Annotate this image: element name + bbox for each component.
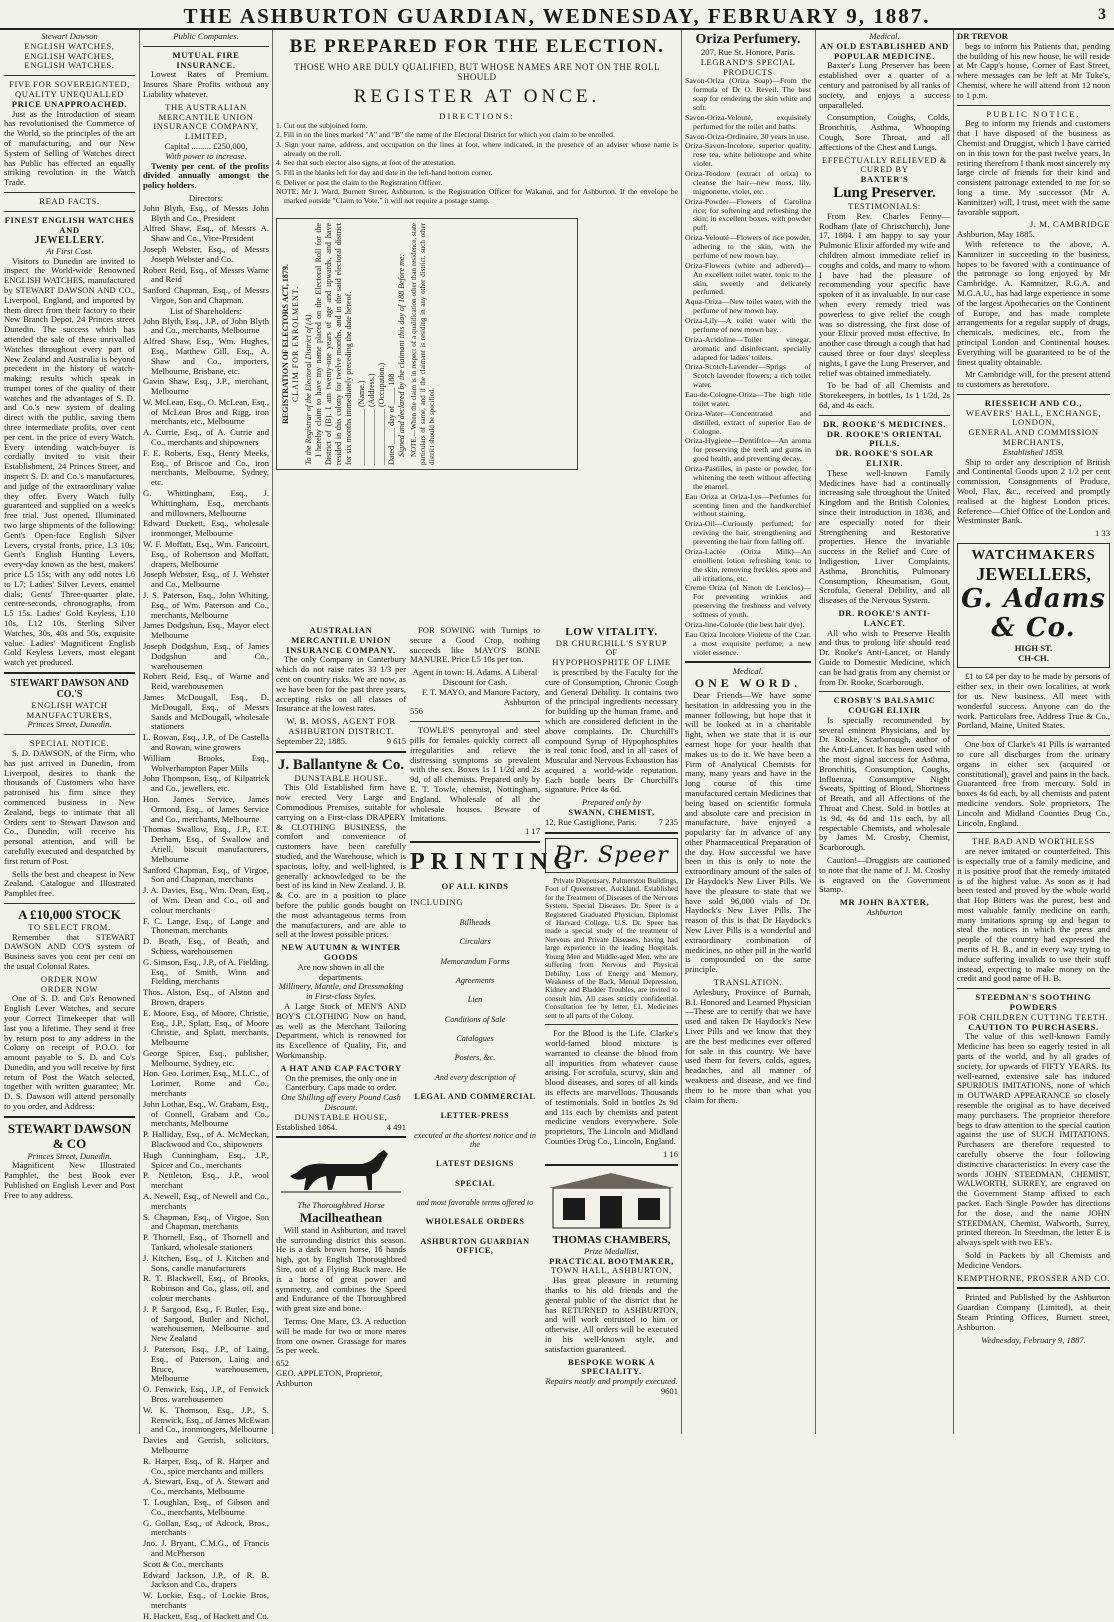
column-oriza (685, 32, 811, 1434)
steedman-sold: Sold in Packets by all Chemists and Medicine Vendors. (957, 1249, 1110, 1270)
baxter-for: Consumption, Coughs, Colds, Bronchitis, Asthma, Whooping Cough, Sore Throat, and all affections of the Chest and Lungs. (819, 112, 950, 152)
imprint: Printed and Published by the Ashburton Guardian Company (Limited), at their Steam Printing Offices, Burnett street, Ashburton. (957, 1292, 1110, 1332)
form-occupation-line: ______________ (Occupation.) (377, 362, 386, 465)
ad-quality: QUALITY UNEQUALLED (14, 88, 125, 99)
cambridge-date: Ashburton, May 1885. (957, 229, 1035, 240)
ballantyne-sub: DUNSTABLE HOUSE. (294, 772, 388, 783)
direction-item: 6. Deliver or post the claim to the Registration Officer. (276, 177, 443, 187)
crosby-caution: Caution!—Druggists are cautioned to note that the name of J. M. Crosby is engraved on the Government Stamp. (819, 855, 950, 895)
shareholder-entry: Davies and Gerrish, solicitors, Melbourne (143, 1435, 269, 1455)
medical-heading: Medical. (869, 31, 900, 41)
letter-press: LETTER-PRESS (440, 1111, 510, 1121)
directors-list (143, 204, 269, 306)
riesseich-trade: GENERAL AND COMMISSION MERCHANTS, (968, 427, 1099, 448)
tc-trade: PRACTICAL BOOTMAKER, (549, 1255, 674, 1266)
column-stewart-dawson (4, 32, 135, 1434)
riesseich-address: WEAVERS' HALL, EXCHANGE, LONDON, (965, 407, 1102, 428)
shareholder-entry: George Spicer, Esq., publisher, Melbourne, Sydney, etc. (143, 1047, 269, 1068)
sells-note: Sells the best and cheapest in New Zealand. Catalogue and Illustrated Pamphlet free. (4, 868, 135, 899)
imprint-date: Wednesday, February 9, 1887. (981, 1334, 1086, 1345)
public-notice-body: Beg to inform my friends and customers that I have disposed of the business as Chemist and Druggist, which I have carried on in this town for the past twelve years. In retiring therefrom I thank most sincerely my large circle of friends for their kind and consistent patronage extended to me for so long a time. My successor (Mr A. Kamnitzer) will, I trust, meet with the same favorable support. (957, 118, 1110, 217)
form-occupation-label: (Occupation.) (377, 362, 386, 407)
ad-price: PRICE UNAPPROACHED. (11, 98, 128, 109)
clarke-pills: One box of Clarke's 41 Pills is warranted to cure all discharges from the urinary organs in either sex (acquired or constitutional), gravel and pains in the back. Guaranteed free from mercury. Sold in boxes 4s 6d each, by all chemists and patent medicine vendors. Sole proprietors, The Lincoln and Midland Counties Drug Co., Lincoln, England. (957, 739, 1110, 828)
shareholder-entry: L. Rowan, Esq., J.P., of De Castella and Rowan, wine growers (143, 732, 269, 752)
horse-name: Macilheathean (299, 1209, 383, 1225)
shareholders-list (143, 317, 269, 1622)
oriza-product: Oriza-Flowers (white and adhered)—An excellent toilet water, tonic to the skin, sweetly and delicately perfumed. (685, 260, 811, 297)
shop-illustration (545, 1170, 678, 1232)
direction-item: 2. Fill in on the lines marked "A" and "B" the name of the Electoral District for which you claim to be enrolled. (276, 130, 615, 140)
rooke-body: These well-known Family Medicines have had a continually increasing sale throughout the United Kingdom and the British Colonies, since their introduction in 1836, and are especially noted for their Strengthening and Restorative properties. Hence the invariable success in the Relief and Cure of Indigestion, Liver Complaints, Asthma, Bronchitis, Pulmonary Consumption, Rheumatism, Gout, Scrofula, General Debility, and all diseases of the Nervous System. (819, 467, 950, 606)
form-dated-label: Dated (387, 445, 396, 465)
lv-title: LOW VITALITY. (565, 626, 658, 638)
section-heading: Public Companies. (173, 31, 239, 41)
form-name-label: (Name.) (357, 380, 366, 407)
baxter-signature-place: Ashburton (866, 907, 903, 918)
shareholder-entry: Edward Duckett, Esq., wholesale ironmonger, Melbourne (143, 518, 269, 539)
company-limited: LIMITED. (184, 131, 228, 142)
shareholder-entry: W. F. Moffatt, Esq., Wm. Fancourt, Esq., of Robertson and Moffatt, drapers, Melbourne (143, 539, 269, 569)
rooke-elixir: DR. ROOKE'S SOLAR ELIXIR. (835, 448, 934, 468)
sowing-agent: Agent in town: H. Adams. A Liberal Discount for Cash. (412, 667, 538, 687)
shareholder-entry: H. Hackett, Esq., of Hackett and Co. (143, 1610, 269, 1621)
shareholder-entry: Thos. Alston, Esq., of Alston and Brown, drapers (143, 987, 269, 1007)
ballantyne-new-sub: Are now shown in all the departments. (297, 961, 385, 982)
anti-lancet: DR. ROOKE'S ANTI-LANCET. (838, 607, 931, 628)
legal-commercial: LEGAL AND COMMERCIAL (414, 1091, 536, 1101)
printing-item: Lien (467, 995, 483, 1005)
election-notice (276, 32, 678, 212)
masthead (0, 0, 1114, 30)
form-note: NOTE.—When the claim is in respect of a qualification other than residence, state particulars of same, and if the claimant is residing in any other district, such other district should be specified. (410, 223, 436, 465)
printing-heading: PRINTING (410, 848, 579, 875)
oriza-product: Savon-Oriza-Ordinaire, 30 years in use. (685, 131, 810, 141)
testimonial-body: From Rev. Charles Fenny—Rodham (late of Christchurch), June 17, 1884. I am happy to say your Pulmonic Elixir afforded my wife and children almost immediate relief in coughs and colds, and many to whom I have had the pleasure of recommending your specific have spoken of it as invaluable. In our case when every remedy tried was powerless to give relief the cough was so distressing, the first dose of your Elixir proved most effective. In another case through a cough that had caused three or four days' sleepless nights, I gave the Lung Preserver, and relief was obtained immediately. (819, 210, 950, 378)
oriza-product: Eau Oriza at Oriza-Lys—Perfumes for scenting linen and the handkerchief without staining. (685, 491, 811, 519)
printing-item: Circulars (459, 937, 491, 947)
baxters: BAXTER'S (860, 174, 909, 185)
dr-speer-script: Dr. Speer (554, 842, 669, 868)
ad-body: Visitors to Dunedin are invited to inspect the World-wide Renowned ENGLISH WATCHES, manufactured by STEWART DAWSON AND CO., Liverpool, England, and imported by them direct from their factory to their New Branch Depot, 24 Princes street Dunedin. The success which has attended the sale of these unrivalled Watches throughout every part of New Zealand and Australia is beyond precedent in the history of watch-making; results which speak in trumpet tones of the quality of their watches and the advantages of S. D. and Co.'s new system of dealing direct with the public, saving them three intermediate profits, over cent per cent. in the price of every Watch. Every intending watch-buyer is cordially invited to visit their Establishment, 24 Princes Street, and inspect S. D. and Co.'s manufactures, and judge of the extraordinary value they offer. Every Watch fully guaranteed and supplied on a week's free trial. Just opened, Illuminated two large shipments of the following: Gent's Open-face English Silver Levers, crystal fronts, price, L3 10s; Gent's English Hunting Levers, every-day known as the best, makers' price L5 15s; with any odd notes L6 to L7; Ladies' Silver Levers, enamel dials; Gents' Three-quarter plate, centre-seconds, chronographs, from L5 15s. Ladies' Gold Keyless, L10 10s, L12 10s. Sterling Silver Watches, 30s, 40s and 50s, exquisite value. Ladies' Magnificent English Gold Keyless Levers, most elegant watch yet produced. (4, 255, 135, 668)
tc-prize: Prize Medallist, (584, 1245, 639, 1256)
tc-repairs: Repairs neatly and promptly executed. (545, 1376, 678, 1387)
oriza-product: Oriza-Oil—Curiously perfumed; for reviving the hair, strengthening and preventing the hair from falling off. (685, 519, 811, 547)
order-now: ORDER NOW (40, 983, 99, 994)
insurance-title: MUTUAL FIRE INSURANCE. (172, 49, 240, 70)
adams-jewellers: JEWELLERS, (976, 564, 1091, 584)
ad-line: ENGLISH WATCHES, (24, 40, 115, 51)
direction-item: 3. Sign your name, address, and occupation on the lines at foot, where indicated, in the presence of an adviser whose name is already on the roll. (276, 139, 678, 158)
director-entry: Alfred Shaw, Esq., of Messrs A. Shaw and Co., Vice-President (143, 223, 269, 244)
trevor-title: DR TREVOR (957, 31, 1008, 41)
lv-swann: SWANN, CHEMIST, (568, 807, 655, 818)
shareholder-entry: W. McLean, Esq., O. McLean, Esq., of McLean Bros and Rigg, iron merchants, etc., Melbourne (143, 396, 269, 427)
cambridge-signature: J. M. CAMBRIDGE (1029, 219, 1110, 230)
ad-sub: ENGLISH WATCH MANUFACTURERS, (26, 699, 113, 720)
shareholder-entry: John Blyth, Esq., J.P., of John Blyth and Co., merchants, Melbourne (143, 315, 269, 336)
stock-body: Remember that STEWART DAWSON AND CO'S system of Business saves you cent per cent on the usual Colonial Rates. (4, 931, 135, 971)
shareholder-entry: D. Beath, Esq., of Beath, and Schiess, warehousemen (143, 936, 269, 956)
insurance-body: Lowest Rates of Premium. Insures Share Profits without any Liability whatever. (143, 69, 269, 99)
tc-ref: 9601 (660, 1386, 678, 1397)
translation-body: Aylesbury, Province of Burnah, B.I. Honored and Learned Physician—These are to certify that we have used and taken Dr Haydock's New Liver Pills and we know that they are the best medicines ever offered for sale in this country. We have used them for fevers, colds, agues, headaches, and all manner of weakness and disease, and we find them to be more than what you claim for them. (685, 986, 811, 1105)
towle-ref: 1 17 (524, 826, 540, 837)
oriza-product: Oriza-Pastilles, in paste or powder, for whitening the teeth without affecting the enamel. (685, 464, 811, 491)
ad-body: Just as the Introduction of steam has revolutionised the Commerce of the World, so the principles of the art of manufacturing, and our New System of Selling of Watches direct has Public has effected an equally striking revolution in the Watch Trade. (4, 108, 135, 188)
column-ballantyne (276, 626, 406, 1434)
shareholder-entry: A. Newell, Esq., of Newell and Co., merchants (143, 1191, 269, 1211)
riesseich-ref: 1 33 (1094, 528, 1110, 539)
oriza-product: Oriza-Scotch-Lavender—Sprigs of Scotch lavender flowers; a rich toilet water. (685, 362, 811, 390)
tc-address: TOWN HALL, ASHBURTON, (550, 1265, 673, 1276)
shareholder-entry: Scott & Co., merchants (143, 1558, 224, 1569)
oriza-product: Oriza-Savon-Incolore, superior quality, rose tea, white heliotrope and white violet. (685, 141, 811, 169)
director-entry: Sanford Chapman, Esq., of Messrs Virgoe, Son and Chapman. (143, 285, 269, 305)
stock-heading: A £10,000 STOCK (18, 906, 121, 922)
oriza-product: Oriza-Hygiene—Dentifrice—An aroma for preserving the teeth and gums in good health, and preventing decay. (685, 436, 811, 464)
profits-note: Twenty per cent. of the profits divided annually amongst the policy holders. (143, 160, 269, 191)
printing-item: Memorandum Forms (440, 956, 510, 966)
form-to: To the Registrar of the Electoral District of (A) (304, 314, 313, 465)
terms: and most favorable terms offered to (416, 1198, 534, 1208)
amu-date: September 22, 1885. 9 615 (276, 735, 406, 746)
horse-terms: Terms: One Mare, £3. A reduction will be made for two or more mares from one owner. Grassage for mares 5s per week. (276, 1315, 406, 1356)
shareholder-entry: J. S. Paterson, Esq., John Whiting, Esq., of Wm. Paterson and Co., merchants, Melbourne (143, 590, 269, 620)
shareholder-entry: J. A. Davies, Esq., Wm. Dean, Esq., of Wm. Dean and Co., oil and colour merchants (143, 885, 269, 915)
direction-item: 1. Cut out the subjoined form. (276, 120, 368, 130)
oriza-title: Oriza Perfumery. (695, 32, 801, 47)
shareholder-entry: O. Fenwick, Esq., J.P., of Fenwick Bros. warehousemen (143, 1384, 269, 1404)
printing-item: Posters, &c. (454, 1053, 496, 1063)
director-entry: Joseph Webster, Esq., of Messrs Joseph Webster and Co. (143, 243, 269, 264)
director-entry: Robert Reid, Esq., of Messrs Warne and Reid (143, 264, 269, 285)
shareholder-entry: William Brooks, Esq., Wolverhampton Paper Mills (143, 752, 269, 773)
clarke-body: For the Blood is the Life. Clarke's world-famed blood mixture is warranted to cleanse the blood from all impurities from whatever cause arising. For scrofula, scurvy, skin and blood diseases, and sores of all kinds its effects are marvellous. Thousands of testimonials. Sold in bottles 2s 9d and 11s each by chemists and patent medicine vendors everywhere. Sole proprietors, The Lincoln and Midland Counties Drug Co., Lincoln, England. (545, 1028, 678, 1146)
ballantyne-stock: A Large Stock of MEN'S AND BOY'S CLOTHING Now on hand, as well as the Merchant Tailoring Department, which is renowned for its Excellence of Quality, Fit, and Workmanship. (276, 1000, 406, 1060)
column-baxter (819, 32, 950, 1434)
oriza-product: Eau-de-Cologne-Oriza—The high title toilet water. (685, 390, 811, 408)
shareholder-entry: G. Whittingham, Esq., J. Whittingham, Esq., merchants and millowners, Melbourne (143, 488, 269, 518)
direction-item: 4. See that such elector also signs, at foot of the attestation. (276, 158, 456, 168)
read-facts: READ FACTS. (39, 195, 100, 206)
footer-note: Magnificent New Illustrated Pamphlet, the best Book ever Published on English Lever and Post Free to any address. (4, 1160, 135, 1200)
baxter-intro: Baxter's Lung Preserver has been established over a quarter of a century and patronised by all ranks of society, and enjoys a success unparalleled. (819, 60, 950, 110)
guardian-office: ASHBURTON GUARDIAN OFFICE, (420, 1236, 530, 1256)
lv-body: is prescribed by the Faculty for the cure of Consumption, Chronic Cough and General Debility. It contains two of the principal ingredients necessary for building up the human frame, and which are considered deficient in the above complaints. Dr. Churchill's compound Syrup of Hypophosphites is real tonic food, and in all cases of Muscular and Nervous Exhaustion has acquired a world-wide reputation. Each bottle bears Dr Churchill's signature. Price 4s 6d. (545, 666, 678, 795)
baxter-sold: To be had of all Chemists and Storekeepers, in bottles, 1s 1 1/2d, 2s 6d, and 4s each. (819, 380, 950, 410)
column-rule (953, 30, 954, 1434)
shareholder-entry: J. Kitchen, Esq., of J. Kitchen and Sons, candle manufacturers (143, 1252, 269, 1273)
printing-item: Conditions of Sale (444, 1014, 506, 1024)
speer-body: Private Dispensary, Palmerston Buildings, Foot of Queenstreet, Auckland. Established for the Treatment of Diseases of the Nervous System, Special Diseases. Dr. Speer is a Registered Graduated Physician, Diplomist of Harvard College, U.S. Dr. Speer has made a special study of the treatment of Nervous and Private Diseases, having had large experience in the leading Hospitals. Young Men and Middle-aged Men, who are suffering from Nervous and Physical Debility, Loss of Energy and Memory, Weakness of the Back, Mental Depression, Kidney and Bladder Troubles, are invited to consult him. All cases strictly confidential. Consultation fee by letter, £1. Medicines sent to all parts of the Colony. (545, 875, 678, 1020)
shareholder-entry: James Dodgshun, Esq., Mayor elect Melbourne (143, 620, 269, 641)
hat-title: A HAT AND CAP FACTORY (280, 1062, 402, 1073)
adams-name: G. Adams & Co. (961, 583, 1106, 644)
power: With power to increase. (165, 150, 247, 161)
lv-sub: DR CHURCHILL'S SYRUP (555, 637, 668, 648)
shareholder-entry: W. Lockie, Esq., of Lockie Bros, merchants (143, 1590, 269, 1610)
oriza-sub: LEGRAND'S SPECIAL PRODUCTS (700, 56, 796, 77)
shareholder-entry: S. Chapman, Esq., of Virgoe, Son and Chapman, merchants (143, 1211, 269, 1232)
shareholder-entry: P. Halliday, Esq., of A. McMeckan, Blackwood and Co., shipowners (143, 1129, 269, 1150)
company-title: THE AUSTRALIAN MERCANTILE UNION INSURANCE COMPANY, (153, 101, 259, 132)
lv-address: 12, Rue Castiglione, Paris. 7 235 (545, 816, 678, 827)
register-heading: REGISTER AT ONCE. (353, 86, 601, 108)
baxter-signature: MR JOHN BAXTER, (839, 897, 930, 908)
shareholder-entry: A. Currie, Esq., of A. Currie and Co., merchants and shipowners (143, 427, 269, 448)
caution: CAUTION TO PURCHASERS. (968, 1021, 1099, 1032)
amu-body: The only Company in Canterbury which do not raise rates 33 1/3 per cent on country risks. We are now, as we have been for the past three years, accepting risks on all classes of Insurance at the lowest rates. (276, 654, 406, 714)
shareholder-entry: J. Paterson, Esq., J.P., of Laing, Esq., of Paterson, Laing and Bruce, warehousemen, Melbourne (143, 1344, 269, 1384)
amu-agent: W. B. MOSS, AGENT FOR ASHBURTON DISTRICT. (286, 716, 396, 736)
kamnitzer-body: With reference to the above, A. Kamnitzer in succeeding to the business, hopes to be favored with a continuance of the patronage so long enjoyed by Mr Cambridge. A. Kamnitzer, R.G.A. and M.G.A.U., has had large experience in some of the largest Apothecaries on the Continent of Europe, and has made complete arrangements for a regular supply of drugs, chemicals, medicines, etc., from the principal London and Continental houses. Everything will be guaranteed to be of the finest quality obtainable. (957, 238, 1110, 367)
clarke-ref: 1 16 (662, 1148, 678, 1159)
effectually: EFFECTUALLY RELIEVED & CURED BY (821, 154, 948, 175)
order-body: One of S. D. and Co's Renowned English Lever Watches, and secure your Correct Timekeeper that will last you a lifetime. They send it free by return post to any address in the Colony on receipt of P.O.O. for amount payable to S. D. and Co's Dunedin, and you will receive by first return of Post the Watch selected, together with written guarantee; Mr. D. S. Dawson will attend personally to you order, and Address: (4, 993, 135, 1112)
tc-body: Has great pleasure in returning thanks to his old friends and the general public of the district that he has RETURNED to ASHBURTON, and will work entrusted to him or otherwise. All orders will be executed in his well-known style, and satisfaction guaranteed. (545, 1275, 678, 1354)
riesseich: RIESSEICH AND CO., (984, 397, 1083, 408)
ad-line: ENGLISH WATCHES, (24, 50, 115, 61)
shareholder-entry: R. T. Blackwell, Esq., of Brooks, Robinson and Co., glass, oil, and colour merchants (143, 1273, 269, 1304)
hat-discount: One Shilling off every Pound Cash Discount. (281, 1092, 401, 1112)
towle-body: TOWLE'S pennyroyal and steel pills for females quickly correct all irregularities and relieve the distressing symptoms so prevalent with the sex. Boxes 1s 1 1/2d and 2s 9d, of all chemists. Prepared only by E. T. Towle, chemist, Nottingham, England. Wholesale of all the wholesale houses. Beware of Imitations. (410, 725, 540, 824)
steedman-body: The value of this well-known Family Medicine has been so eagerly tested in all parts of the world, and by all grades of society, for upwards of FIFTY YEARS. Its well-earned, extensive sale has induced SPURIOUS IMITATIONS, none of which in OUTWARD APPEARANCE so closely resemble the original as to have deceived many purchasers. The proprietor therefore begs to draw attention to the special caution against the use of SUCH IMITATIONS. Purchasers are therefore requested to carefully observe the four following distinctive characteristics: In every case the words JOHN STEEDMAN, CHEMIST, WALWORTH, SURREY, are engraved on the Government Stamp affixed to each packet. Each Single Powder has directions for the dose, and the name JOHN STEEDMAN, Chemist, Walworth, Surrey, printed thereon. In Steedman, the letter E is always spelt with two EE's. (957, 1031, 1110, 1248)
sowing-signature: F. T. MAYO, and Manure Factory, Ashburton (421, 686, 540, 707)
horse-illustration (276, 1142, 406, 1198)
printing-item: Catalogues (456, 1033, 494, 1043)
shareholder-entry: Edward Jackson, J.P., of R. B. Jackson and Co., drapers (143, 1569, 269, 1590)
sowing-title: FOR SOWING with Turnips to secure a Good Crop, nothing succeeds like MAYO'S BONE MANURE. Price L5 10s per ton. (410, 625, 540, 665)
dr-speer-logo (545, 838, 678, 873)
column-rule (815, 30, 816, 1434)
horse-owner: 652 GEO. APPLETON, Proprietor, Ashburton (276, 1358, 383, 1388)
shareholder-entry: G. Simson, Esq., J.P., of A. Fielding, Esq., of Smith, Winn and Fielding, merchants (143, 956, 269, 987)
form-address-line: ______________ (Address.) (367, 373, 376, 465)
footer-address: Princes Street, Dunedin. (27, 1150, 112, 1161)
one-word-title: ONE WORD. (694, 676, 802, 691)
shareholder-entry: F. C. Lange, Esq., of Lange and Thoneman, merchants (143, 915, 269, 936)
oriza-product: Oriza-Velouté—Flowers of rice powder, adhering to the skin, with the perfume of new mown hay. (685, 233, 811, 260)
oriza-product: Oriza-Water—Concentrated and distilled, extract of superior Eau de Cologne. (685, 408, 811, 436)
oriza-product: Aqua-Oriza—New toilet water, with the perfume of new mown hay. (685, 297, 811, 316)
printing-items (410, 918, 540, 1063)
shareholder-entry: James McDougall, Esq., D. McDougall, Esq., of Messrs Sands and McDougall, wholesale stationers (143, 692, 269, 732)
shareholder-entry: Jno. J. Bryant, C.M.G., of Francis and McPherson (143, 1538, 269, 1558)
kempthorne: KEMPTHORNE, PROSSER AND CO. (957, 1272, 1111, 1283)
column-public-companies (143, 31, 269, 1621)
crosby-title: CROSBY'S BALSAMIC COUGH ELIXIR (833, 695, 936, 716)
oriza-product: Creme Oriza (of Ninon de Lenclos)—For preventing wrinkles and preserving the freshness and velvety softness of youth. (685, 583, 811, 620)
tc-bespoke: BESPOKE WORK A SPECIALITY. (567, 1356, 656, 1377)
form-year-label: 188 (387, 373, 396, 386)
directions-list (276, 122, 678, 206)
tc-name: THOMAS CHAMBERS, (552, 1234, 671, 1247)
directions-heading: DIRECTIONS: (439, 110, 515, 121)
printing-item: Agreements (455, 975, 495, 985)
column-low-vitality (545, 626, 678, 1434)
election-heading: BE PREPARED FOR THE ELECTION. (289, 36, 665, 57)
rooke-medicines: DR. ROOKE'S MEDICINES. (822, 418, 947, 429)
kamnitzer-note: Mr Cambridge will, for the present attend to customers as heretofore. (957, 369, 1110, 390)
every-description: And every description of (434, 1072, 516, 1082)
lung-preserver: Lung Preserver. (833, 184, 936, 201)
shareholder-entry: P. Thornell, Esq., of Thornell and Tankard, wholesale stationers (143, 1232, 269, 1253)
footer-title: STEWART DAWSON & CO (7, 1120, 132, 1151)
stock-sub: TO SELECT FROM. (28, 921, 111, 932)
ad-title: STEWART DAWSON AND CO.'S (10, 678, 129, 701)
shareholder-entry: R. Harper, Esq., of R. Harper and Co., spice merchants and millers (143, 1455, 269, 1476)
shareholder-entry: Hon. James Service, James Ormond, Esq., of James Service and Co., merchants, Melbourne (143, 793, 269, 824)
direction-item: NOTE: Mr J. Ward, Burnett Street, Ashburton, is the Registration Officer for Wakanui, and for Ashburton. If the envelope be marked outside "Claim to Vote," it will not require a postage stamp. (276, 187, 678, 205)
ballantyne-body: This Old Established firm have now erected Very Large and Commodious Premises, suitable for carrying on a First-class DRAPERY & CLOTHING BUSINESS, the comfort and convenience of customers have been carefully studied, and the Warehouse, which is spacious, lofty, and well-lighted, is generally acknowledged to be the best of its kind in New Zealand. J. B. & Co. are in a position to place before the public goods bought on the most advantageous terms from the manufacturers, and are able to sell at the lowest possible prices. (276, 782, 406, 940)
lv-prepared: Prepared only by (581, 797, 642, 808)
oriza-product: Oriza-line-Colorée (the best hair dye). (685, 619, 805, 629)
shareholder-entry: Alfred Shaw, Esq., Wm. Hughes, Esq., Matthew Gill, Esq., A. Shaw and Co., importers, Melbourne, Brisbane, etc. (143, 336, 269, 376)
special: SPECIAL (455, 1178, 495, 1188)
oriza-product: Savon-Oriza (Oriza Soap)—From the formula of Dr O. Reveil. The best soap for rendering the skin white and soft. (685, 76, 811, 112)
oriza-product: Savon-Oriza-Velouté, exquisitely perfumed for the toilet and baths. (685, 112, 811, 131)
one-word-body: Dear Friends—We have some hesitation in addressing you in the manner following, but hope that it will be looked at in a charitable light, when we state that it is our earnest hope for your health that makes us to do it. We have been a Firm of Analytical Chemists for many, many years and have in the long course of this time manufactured certain Medicines that being based on scientific formula and absolute care and precision in manufacture, have enjoyed a popularity far in advance of any other Pharmaceutical Preparation of the day. How successful we have been in this is only to note the extraordinary amount of the sales of Dr Haydock's New Liver Pills. We have the pleasure to state that we have sold 96,000 vials of Dr. Haydock's New Liver Pills. The reason of this is that Dr Haydock's New Liver Pills is a wonderful and extraordinary combination of medicines, no other pill in the world is compounded on the same principle. (685, 689, 811, 975)
medical-heading: Medical. (732, 666, 764, 677)
testimonials-heading: TESTIMONIALS: (848, 201, 921, 212)
shareholder-entry: Thomas Swallow, Esq., J.P., F.T. Derham, Esq., of Swallow and Ariell, biscuit manufacturers, Melbourne (143, 824, 269, 864)
shareholder-entry: A. Stewart, Esq., of A. Stewart and Co., merchants, Melbourne (143, 1476, 269, 1497)
ad-line: ENGLISH WATCHES. (24, 60, 115, 71)
special-notice-body: S. D. DAWSON, of the Firm, who has just arrived in Dunedin, from Liverpool, desires to thank the thousands of Customers who have patronised his firm since they commenced business in New Zealand, begs to intimate that all Orders sent to Stewart Dawson and Co., Dunedin, will receive his personal attention, and will be carefully executed and despatched by first return of Post. (4, 747, 135, 866)
lv-of: OF (606, 647, 617, 658)
horse-body: Will stand in Ashburton, and travel the surrounding district this season. He is a dark brown horse, 16 hands high, got by English Thoroughbred Sire, out of a Flying Buck mare. He is a horse of great power and symmetry, and combines the Speed and Endurance of the Thoroughbred with great size and bone. (276, 1224, 406, 1314)
ad-sub: FIVE FOR SOVEREIGNTED, (9, 79, 130, 90)
page-number: 3 (1098, 6, 1106, 23)
order-now: ORDER NOW (40, 973, 99, 984)
form-day-label: day of (387, 405, 396, 426)
dunstable: DUNSTABLE HOUSE, (294, 1111, 388, 1122)
shareholder-entry: John Thompson, Esq., of Kilpatrick and Co., jewellers, etc. (143, 773, 269, 794)
established: Established 1864. 4 491 (276, 1121, 406, 1132)
shareholder-entry: Sanford Chapman, Esq., of Virgoe, Son and Chapman, merchants (143, 864, 269, 885)
form-claim: CLAIM FOR ENROLMENT. (291, 285, 300, 403)
steedman-title: STEEDMAN'S SOOTHING POWDERS (975, 992, 1092, 1013)
oriza-product: Oriza-Acidoline—Toilet vinegar, aromatic and disinfectant, specially adapted for ladies' toilets. (685, 334, 811, 362)
enrolment-form (276, 218, 578, 470)
oriza-product: Oriza-Lactée (Oriza Milk)—An emollient lotion refreshing tonic to the skin, removing freckles, spots and all irritations, etc. (685, 546, 812, 583)
shareholder-entry: Robert Reid, Esq., of Warne and Reid, warehousemen (143, 671, 269, 692)
hop-body: are never imitated or counterfeited. This is especially true of a family medicine, and it is positive proof that the remedy imitated is of the highest value. As soon as it had been tested and proved by the whole world that Hop Bitters was the purest, best and most valuable family medicine on earth, many imitations sprung up and began to steal the notices in which the press and people of the country had expressed the merits of H. B., and in every way trying to induce suffering invalids to use their stuff instead, expecting to make money on the credit and good name of H. B. (957, 846, 1110, 984)
translation-heading: TRANSLATION. (713, 977, 783, 988)
oriza-address: 207, Rue St. Honore, Paris. (700, 46, 796, 57)
shareholder-entry: W. K. Thomson, Esq., J.P., S. Renwick, Esq., of James McEwan and Co., ironmongers, Melbourne (143, 1404, 269, 1435)
anti-lancet-body: All who wish to Preserve Health and thus to prolong life should read Dr. Rooke's Anti-Lancet, or Handy Guide to Domestic Medicine, which can be had gratis from any chemist or from Dr. Rooke, Scarborough. (819, 627, 950, 687)
ballantyne-new: NEW AUTUMN & WINTER GOODS (281, 942, 401, 962)
capital: Capital ......... £250,000, (164, 140, 248, 151)
jewellery-heading: JEWELLERY. (34, 235, 105, 247)
adams-logo (957, 543, 1110, 668)
shareholder-entry: P. Nettleton, Esq., J.P., wool merchant (143, 1170, 269, 1191)
shareholder-entry: Gavin Shaw, Esq., J.P., merchant, Melbourne (143, 376, 269, 397)
shareholder-entry: John Lothar, Esq., W. Grabam, Esq., of Connell, Grabam and Co., merchants, Melbourne (143, 1098, 269, 1129)
rooke-pills: DR. ROOKE'S ORIENTAL PILLS. (826, 428, 943, 449)
election-subheading: THOSE WHO ARE DULY QUALIFIED, BUT WHOSE NAMES ARE NOT ON THE ROLL SHOULD (294, 61, 660, 82)
column-notices (957, 32, 1110, 1434)
wholesale-orders: WHOLESALE ORDERS (425, 1217, 525, 1227)
ballantyne-dept: Millinery, Mantle, and Dressmaking in First-class Styles. (278, 981, 404, 1002)
first-cost: At First Cost. (46, 245, 93, 256)
trevor-body: begs to inform his Patients that, pending the building of his new house, he will reside at Mr Capp's house, Corner of East Street, where messages can be left at Mr Tuke's, Chemist, where he will attend from 12 noon to 1 p.m. (957, 40, 1110, 100)
shareholder-entry: Joseph Webster, Esq., of J. Webster and Co., Melbourne (143, 569, 269, 590)
column-printing (410, 625, 579, 1434)
shareholder-entry: J. P. Sargood, Esq., F. Butler, Esq., of Sargood, Butler and Nichol, warehousemen, Melbourne and New Zealand (143, 1303, 269, 1344)
sowing-ref: 556 (410, 706, 423, 717)
steedman-sub: FOR CHILDREN CUTTING TEETH. (958, 1011, 1109, 1022)
ad-address: Princes Street, Dunedin. (27, 719, 112, 730)
oriza-product: Oriza-Lily—A toilet water with the perfume of new mown hay. (685, 316, 811, 334)
riesseich-est: Established 1859. (1002, 446, 1065, 457)
oriza-product: Oriza-Powder—Flowers of Carolina rice; for softening and refreshing the skin; in excellent boxes, with powder puff. (685, 196, 811, 233)
horse-caption: The Thoroughbred Horse (297, 1200, 385, 1211)
form-signed: Signed and declared by the claimant this day of 188 Before me: (397, 253, 406, 457)
executed: executed at the shortest notice and in the (414, 1130, 536, 1150)
special-notice-heading: SPECIAL NOTICE. (29, 738, 110, 749)
column-rule (272, 30, 273, 1434)
direction-item: 5. Fill in the blanks left for day and date in the left-hand bottom corner. (276, 167, 493, 177)
oriza-list (685, 77, 811, 657)
shareholders-heading: List of Shareholders: (169, 305, 243, 316)
shareholder-entry: Hugh Cunningham, Esq., J.P., Spicer and Co., merchants (143, 1149, 269, 1170)
adams-street: HIGH ST. (1014, 642, 1053, 653)
shareholder-entry: G. Gollan, Esq., of Adcock, Bros., merchants (143, 1517, 269, 1538)
form-name-line: ______________ (Name.) (357, 380, 366, 465)
shareholder-entry: Joseph Dodgshun, Esq., of James Dodgshun and Co., warehousemen (143, 641, 269, 671)
crosby-body: Is specially recommended by several eminent Physicians, and by Dr. Rooke, Scarborough, author of the Anti-Lancet. It has been used with the most signal success for Asthma, Bronchitis, Consumption, Coughs, Influenza, Consumptive Night Sweats, Spitting of Blood, Shortness of Breath, and all Affections of the Throat and Chest. Sold in bottles at 1s 9d, 4s 6d and 11s each, by all respectable Chemists, and wholesale by James M. Crosby, Chemist, Scarborough. (819, 714, 950, 853)
shareholder-entry: F. E. Roberts, Esq., Henry Meeks, Esq., of Briscoe and Co., iron merchants, Melbourne, Sydney, etc. (143, 447, 269, 488)
riesseich-body: Ship to order any description of British and Continental Goods upon 2 1/2 per cent commission, Consignments of Produce, Wool, Flax, &c., received and promptly realised at the highest London prices. Reference—Chief Office of the London and Westminster Bank. (957, 456, 1110, 526)
lv-hypo: HYPOPHOSPHITE OF LIME (552, 657, 671, 668)
shareholder-entry: Hon. Geo. Lorimer, Esq., M.L.C., of Lorimer, Rome and Co., merchants (143, 1068, 269, 1099)
newspaper-title: THE ASHBURTON GUARDIAN, WEDNESDAY, FEBRUARY 9, 1887. (183, 4, 931, 28)
shareholder-entry: T. Loughlan, Esq., of Gibson and Co., merchants, Melbourne (143, 1496, 269, 1517)
old-established: AN OLD ESTABLISHED AND POPULAR MEDICINE. (820, 40, 949, 61)
director-entry: John Blyth, Esq., of Messrs John Blyth and Co., President (143, 202, 269, 223)
of-all-kinds: OF ALL KINDS (441, 881, 509, 892)
directors-heading: Directors: (188, 192, 224, 203)
form-address-label: (Address.) (367, 373, 376, 407)
including: INCLUDING (410, 897, 464, 908)
oriza-product: Eau Oriza Incolore Violette of the Czar, a most exquisite perfume; a new violet essence. (685, 629, 811, 657)
hop-title: THE BAD AND WORTHLESS (972, 836, 1095, 847)
adams-watchmakers: WATCHMAKERS (971, 548, 1096, 564)
latest-designs: LATEST DESIGNS (436, 1159, 514, 1169)
form-date-line: Dated ____ day of ____ 188 (387, 373, 396, 465)
oriza-product: Oriza-Teodore (extract of oriza) to cleanse the hair—new moss, lily, mignonette, violet, etc. (685, 169, 811, 196)
column-rule (139, 30, 140, 1434)
amu-title: AUSTRALIAN MERCANTILE UNION INSURANCE COMPANY. (286, 625, 396, 655)
finest-heading: FINEST ENGLISH WATCHES AND (4, 214, 135, 235)
shareholder-entry: E. Moore, Esq., of Moore, Christie, Esq., J.P., Splatt, Esq., of Moore Christie, and Splatt, merchants, Melbourne (143, 1007, 269, 1048)
form-title: REGISTRATION OF ELECTORS ACT, 1879. (281, 264, 290, 424)
adams-body: £1 to £4 per day to be made by persons of either sex, in their own localities, at work for us. New business. All meet with wonderful success. Anyone can do the work. Particulars free. Address True & Co., Portland, Maine, United States. (957, 671, 1110, 731)
printing-item: Billheads (459, 917, 491, 927)
ballantyne-title: J. Ballantyne & Co. (277, 756, 405, 773)
form-body: I hereby claim to have my name placed on the Electoral Roll for the District of (B). I am twenty-one years of age and upwards, and have resided in this colony for twelve months, and in the said electoral district for six months immediately preceding the date hereof. (314, 223, 353, 465)
adams-city: CH-CH. (1018, 652, 1049, 663)
column-rule (681, 30, 682, 1434)
hat-body: On the premises, the only one in Canterbury. Caps made to order. (285, 1072, 397, 1093)
public-notice: PUBLIC NOTICE. (986, 108, 1081, 119)
ad-heading: Stewart Dawson (41, 31, 98, 41)
